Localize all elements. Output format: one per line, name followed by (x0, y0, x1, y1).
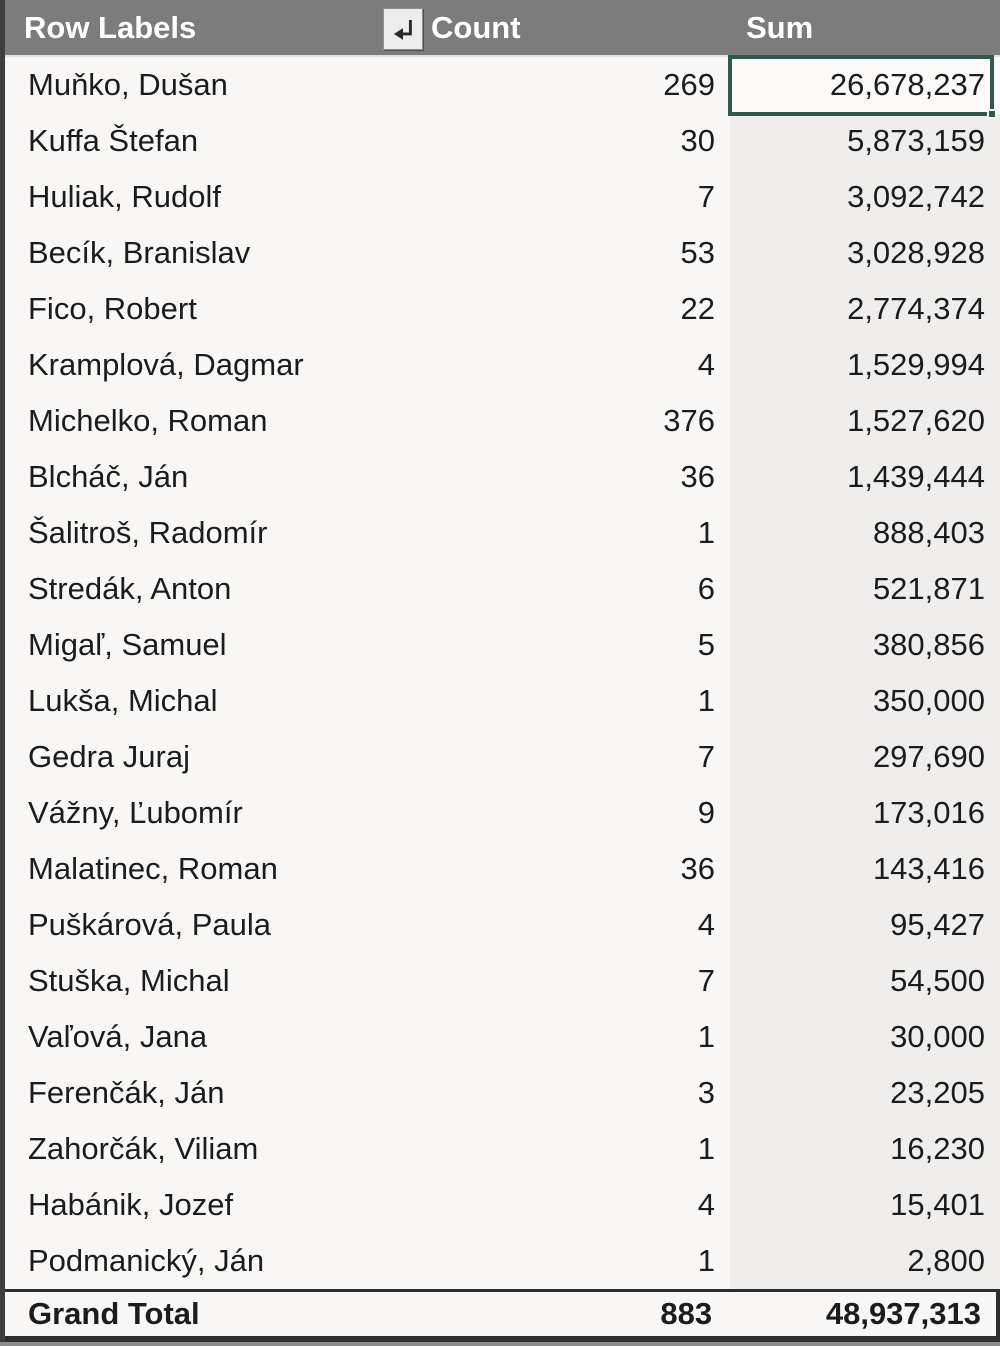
sum-cell[interactable] (730, 169, 1000, 225)
sum-cell[interactable] (730, 393, 1000, 449)
sum-value: 2,774,374 (847, 291, 985, 326)
sum-cell[interactable] (730, 617, 1000, 673)
row-label-cell[interactable] (0, 1009, 425, 1065)
count-cell[interactable] (425, 225, 730, 281)
sum-value: 2,800 (907, 1243, 985, 1278)
row-label-cell[interactable] (0, 225, 425, 281)
table-row (0, 505, 1000, 561)
count-cell[interactable] (425, 673, 730, 729)
sum-value: 1,527,620 (847, 403, 985, 438)
sum-value: 23,205 (890, 1075, 985, 1110)
count-value: 1 (697, 1019, 715, 1054)
count-value: 376 (663, 403, 715, 438)
sum-cell[interactable] (730, 1121, 1000, 1177)
table-row (0, 393, 1000, 449)
row-label-cell[interactable] (0, 953, 425, 1009)
sum-value: 30,000 (890, 1019, 985, 1054)
row-label-text: Gedra Juraj (28, 739, 190, 774)
count-value: 22 (680, 291, 715, 326)
table-row (0, 113, 1000, 169)
row-label-text: Lukša, Michal (28, 683, 218, 718)
count-value: 4 (697, 1187, 715, 1222)
sum-value: 173,016 (872, 795, 985, 830)
table-row (0, 785, 1000, 841)
table-row (0, 169, 1000, 225)
sum-value: 15,401 (890, 1187, 985, 1222)
count-value: 4 (697, 347, 715, 382)
count-cell[interactable] (425, 337, 730, 393)
row-label-cell[interactable] (0, 729, 425, 785)
count-cell[interactable] (425, 841, 730, 897)
count-value: 1 (697, 683, 715, 718)
row-label-text: Kramplová, Dagmar (28, 347, 304, 382)
table-row (0, 1233, 1000, 1289)
table-row (0, 281, 1000, 337)
count-value: 7 (697, 963, 715, 998)
pivot-body (0, 57, 1000, 1289)
count-cell[interactable] (425, 1065, 730, 1121)
sum-value: 297,690 (872, 739, 985, 774)
count-value: 7 (697, 739, 715, 774)
sum-cell[interactable] (730, 449, 1000, 505)
pivot-header-row (0, 0, 1000, 57)
count-cell[interactable] (425, 1009, 730, 1065)
sum-cell[interactable] (730, 57, 1000, 113)
row-label-cell[interactable] (0, 449, 425, 505)
sum-value: 16,230 (890, 1131, 985, 1166)
sum-value: 3,092,742 (847, 179, 985, 214)
row-label-cell[interactable] (0, 1121, 425, 1177)
table-row (0, 617, 1000, 673)
row-label-cell[interactable] (0, 281, 425, 337)
row-label-cell[interactable] (0, 505, 425, 561)
sum-cell[interactable] (730, 953, 1000, 1009)
row-label-cell[interactable] (0, 1065, 425, 1121)
row-label-cell[interactable] (0, 113, 425, 169)
count-cell[interactable] (425, 1121, 730, 1177)
grand-total-count: 883 (660, 1296, 713, 1331)
count-value: 3 (697, 1075, 715, 1110)
row-label-cell[interactable] (0, 337, 425, 393)
left-border-line (0, 0, 5, 1342)
count-value: 269 (663, 67, 715, 102)
count-cell[interactable] (425, 281, 730, 337)
count-value: 53 (680, 235, 715, 270)
row-label-cell[interactable] (0, 673, 425, 729)
grand-total-label-cell[interactable] (0, 1292, 423, 1336)
count-value: 30 (680, 123, 715, 158)
table-row (0, 673, 1000, 729)
row-label-text: Vaľová, Jana (28, 1019, 208, 1054)
sum-cell[interactable] (730, 897, 1000, 953)
table-row (0, 1065, 1000, 1121)
sum-cell[interactable] (730, 113, 1000, 169)
count-cell[interactable] (425, 449, 730, 505)
count-cell[interactable] (425, 113, 730, 169)
row-labels-header-label: Row Labels (24, 9, 197, 45)
sum-value: 888,403 (872, 515, 985, 550)
row-label-cell[interactable] (0, 785, 425, 841)
count-cell[interactable] (425, 561, 730, 617)
table-row (0, 1121, 1000, 1177)
row-label-cell[interactable] (0, 561, 425, 617)
table-row (0, 1009, 1000, 1065)
count-cell[interactable] (425, 393, 730, 449)
count-value: 1 (697, 1131, 715, 1166)
table-row (0, 953, 1000, 1009)
sum-value: 350,000 (872, 683, 985, 718)
row-label-cell[interactable] (0, 897, 425, 953)
count-cell[interactable] (425, 729, 730, 785)
table-row (0, 1177, 1000, 1233)
sum-value: 5,873,159 (847, 123, 985, 158)
count-value: 4 (697, 907, 715, 942)
row-label-text: Malatinec, Roman (28, 851, 278, 886)
row-label-text: Habánik, Jozef (28, 1187, 234, 1222)
grand-total-sum: 48,937,313 (825, 1296, 981, 1331)
sum-value: 3,028,928 (847, 235, 985, 270)
sum-value: 1,529,994 (847, 347, 985, 382)
table-row (0, 897, 1000, 953)
row-label-text: Stredák, Anton (28, 571, 232, 606)
grand-total-label: Grand Total (28, 1296, 200, 1331)
sum-cell[interactable] (730, 785, 1000, 841)
row-label-text: Blcháč, Ján (28, 459, 189, 494)
row-label-text: Vážny, Ľubomír (28, 795, 243, 830)
sum-value: 380,856 (872, 627, 985, 662)
count-value: 1 (697, 1243, 715, 1278)
count-cell[interactable] (425, 953, 730, 1009)
sum-cell[interactable] (730, 841, 1000, 897)
sum-value: 95,427 (890, 907, 985, 942)
sum-value: 26,678,237 (829, 67, 985, 102)
count-value: 7 (697, 179, 715, 214)
row-label-cell[interactable] (0, 57, 425, 113)
row-label-text: Zahorčák, Viliam (28, 1131, 259, 1166)
row-label-text: Stuška, Michal (28, 963, 230, 998)
count-cell[interactable] (425, 1233, 730, 1289)
sum-value: 521,871 (872, 571, 985, 606)
table-row (0, 57, 1000, 113)
count-cell[interactable] (425, 57, 730, 113)
table-row (0, 225, 1000, 281)
sum-cell[interactable] (730, 673, 1000, 729)
count-cell[interactable] (425, 617, 730, 673)
sum-cell[interactable] (730, 1009, 1000, 1065)
row-label-cell[interactable] (0, 169, 425, 225)
bottom-edge-strip (0, 1342, 1000, 1346)
count-cell[interactable] (425, 897, 730, 953)
sum-cell[interactable] (730, 337, 1000, 393)
table-row (0, 561, 1000, 617)
grand-total-sum-cell[interactable] (727, 1292, 996, 1336)
sort-arrow-icon (389, 15, 417, 43)
sum-cell[interactable] (730, 281, 1000, 337)
count-value: 6 (697, 571, 715, 606)
count-value: 1 (697, 515, 715, 550)
count-cell[interactable] (425, 505, 730, 561)
count-value: 36 (680, 459, 715, 494)
count-cell[interactable] (425, 785, 730, 841)
header-cell-row-labels[interactable] (0, 0, 425, 55)
row-label-text: Migaľ, Samuel (28, 627, 227, 662)
grand-total-count-cell[interactable] (423, 1292, 727, 1336)
row-label-text: Fico, Robert (28, 291, 197, 326)
table-row (0, 841, 1000, 897)
count-value: 9 (697, 795, 715, 830)
count-cell[interactable] (425, 1177, 730, 1233)
sum-cell[interactable] (730, 1177, 1000, 1233)
row-label-text: Michelko, Roman (28, 403, 268, 438)
sum-cell[interactable] (730, 225, 1000, 281)
sum-cell[interactable] (730, 1233, 1000, 1289)
row-label-text: Kuffa Štefan (28, 123, 199, 158)
header-cell-count[interactable] (425, 0, 730, 55)
count-cell[interactable] (425, 169, 730, 225)
count-header-label: Count (431, 9, 521, 45)
sum-cell[interactable] (730, 505, 1000, 561)
sum-cell[interactable] (730, 561, 1000, 617)
row-label-cell[interactable] (0, 841, 425, 897)
table-row (0, 729, 1000, 785)
row-label-text: Puškárová, Paula (28, 907, 271, 942)
sum-header-label: Sum (746, 9, 814, 45)
sum-value: 1,439,444 (847, 459, 985, 494)
row-label-cell[interactable] (0, 617, 425, 673)
sum-value: 143,416 (872, 851, 985, 886)
table-row (0, 337, 1000, 393)
row-label-text: Huliak, Rudolf (28, 179, 221, 214)
sum-value: 54,500 (890, 963, 985, 998)
row-label-text: Šalitroš, Radomír (28, 515, 268, 550)
row-label-text: Muňko, Dušan (28, 67, 228, 102)
count-value: 5 (697, 627, 715, 662)
sum-cell[interactable] (730, 1065, 1000, 1121)
row-label-text: Podmanický, Ján (28, 1243, 265, 1278)
header-cell-sum[interactable] (730, 0, 1000, 55)
row-label-cell[interactable] (0, 1233, 425, 1289)
row-label-cell[interactable] (0, 393, 425, 449)
row-label-text: Ferenčák, Ján (28, 1075, 225, 1110)
sum-cell[interactable] (730, 729, 1000, 785)
grand-total-row (0, 1289, 1000, 1342)
row-label-cell[interactable] (0, 1177, 425, 1233)
row-labels-sort-dropdown-button[interactable] (383, 8, 423, 50)
table-row (0, 449, 1000, 505)
count-value: 36 (680, 851, 715, 886)
row-label-text: Becík, Branislav (28, 235, 251, 270)
